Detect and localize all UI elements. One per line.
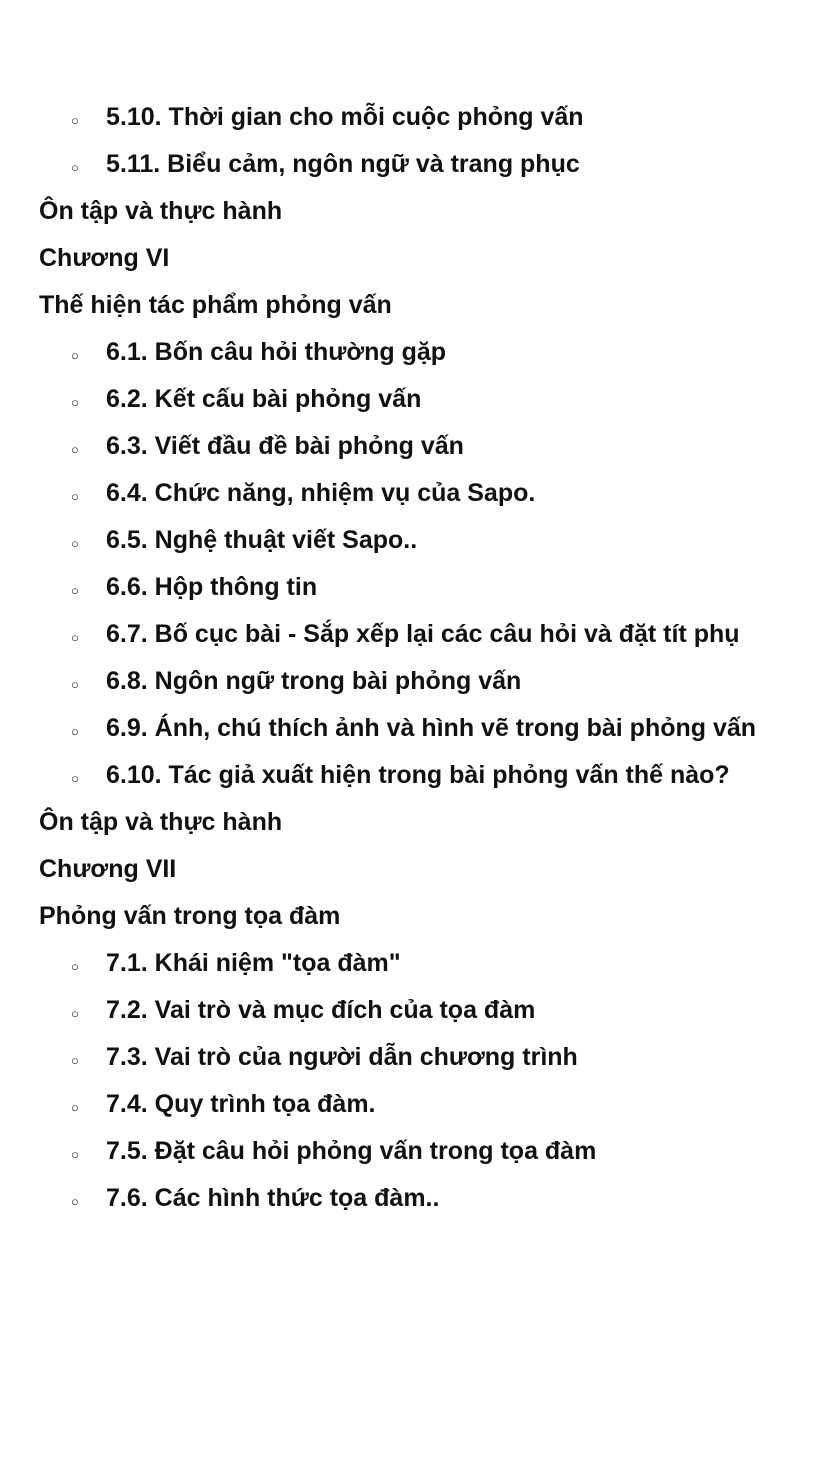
chapter-heading: Chương VII	[39, 855, 177, 883]
section-heading: Ôn tập và thực hành	[39, 808, 283, 836]
chapter-title: Phỏng vấn trong tọa đàm	[39, 902, 341, 930]
chapter-heading: Chương VI	[39, 244, 170, 272]
list-item-text: 7.5. Đặt câu hỏi phỏng vấn trong tọa đàm	[106, 1137, 597, 1165]
list-item	[0, 611, 828, 658]
section-heading: Ôn tập và thực hành	[39, 197, 283, 225]
circle-bullet-icon: ○	[71, 1147, 79, 1162]
list-item-text: 6.4. Chức năng, nhiệm vụ của Sapo.	[106, 479, 536, 507]
circle-bullet-icon: ○	[71, 1006, 79, 1021]
list-item-text: 6.8. Ngôn ngữ trong bài phỏng vấn	[106, 667, 522, 695]
list-item	[0, 658, 828, 705]
circle-bullet-icon: ○	[71, 959, 79, 974]
table-of-contents	[0, 94, 828, 1222]
list-item-text: 7.6. Các hình thức tọa đàm..	[106, 1184, 440, 1212]
list-item-text: 6.2. Kết cấu bài phỏng vấn	[106, 385, 422, 413]
list-item-text: 6.6. Hộp thông tin	[106, 573, 318, 601]
circle-bullet-icon: ○	[71, 160, 79, 175]
list-item	[0, 705, 828, 752]
list-item	[0, 1175, 828, 1222]
list-item	[0, 423, 828, 470]
list-item-text: 6.9. Ánh, chú thích ảnh và hình vẽ trong bài phỏng vấn	[106, 714, 757, 742]
list-item-text: 7.4. Quy trình tọa đàm.	[106, 1090, 376, 1118]
list-item-text: 6.3. Viết đầu đề bài phỏng vấn	[106, 432, 464, 460]
list-item	[0, 329, 828, 376]
circle-bullet-icon: ○	[71, 395, 79, 410]
list-item	[0, 141, 828, 188]
circle-bullet-icon: ○	[71, 1053, 79, 1068]
list-item	[0, 517, 828, 564]
list-item	[0, 564, 828, 611]
circle-bullet-icon: ○	[71, 724, 79, 739]
circle-bullet-icon: ○	[71, 771, 79, 786]
list-item-text: 5.10. Thời gian cho mỗi cuộc phỏng vấn	[106, 103, 584, 131]
circle-bullet-icon: ○	[71, 489, 79, 504]
circle-bullet-icon: ○	[71, 442, 79, 457]
list-item	[0, 1081, 828, 1128]
list-item	[0, 470, 828, 517]
list-item	[0, 752, 828, 799]
list-item-text: 6.10. Tác giả xuất hiện trong bài phỏng vấn thế nào?	[106, 761, 730, 789]
circle-bullet-icon: ○	[71, 630, 79, 645]
circle-bullet-icon: ○	[71, 1194, 79, 1209]
list-item-text: 7.2. Vai trò và mục đích của tọa đàm	[106, 996, 536, 1024]
list-item-text: 7.3. Vai trò của người dẫn chương trình	[106, 1043, 578, 1071]
list-item	[0, 1128, 828, 1175]
list-item-text: 7.1. Khái niệm "tọa đàm"	[106, 949, 401, 977]
list-item	[0, 376, 828, 423]
list-item-text: 5.11. Biểu cảm, ngôn ngữ và trang phục	[106, 150, 580, 178]
list-item	[0, 987, 828, 1034]
list-item-text: 6.5. Nghệ thuật viết Sapo..	[106, 526, 418, 554]
circle-bullet-icon: ○	[71, 677, 79, 692]
list-item-text: 6.1. Bốn câu hỏi thường gặp	[106, 338, 447, 366]
circle-bullet-icon: ○	[71, 583, 79, 598]
list-item	[0, 94, 828, 141]
circle-bullet-icon: ○	[71, 1100, 79, 1115]
chapter-title: Thế hiện tác phẩm phỏng vấn	[39, 291, 392, 319]
circle-bullet-icon: ○	[71, 348, 79, 363]
list-item	[0, 1034, 828, 1081]
list-item	[0, 940, 828, 987]
circle-bullet-icon: ○	[71, 113, 79, 128]
list-item-text: 6.7. Bố cục bài - Sắp xếp lại các câu hỏi và đặt tít phụ	[106, 620, 740, 648]
circle-bullet-icon: ○	[71, 536, 79, 551]
